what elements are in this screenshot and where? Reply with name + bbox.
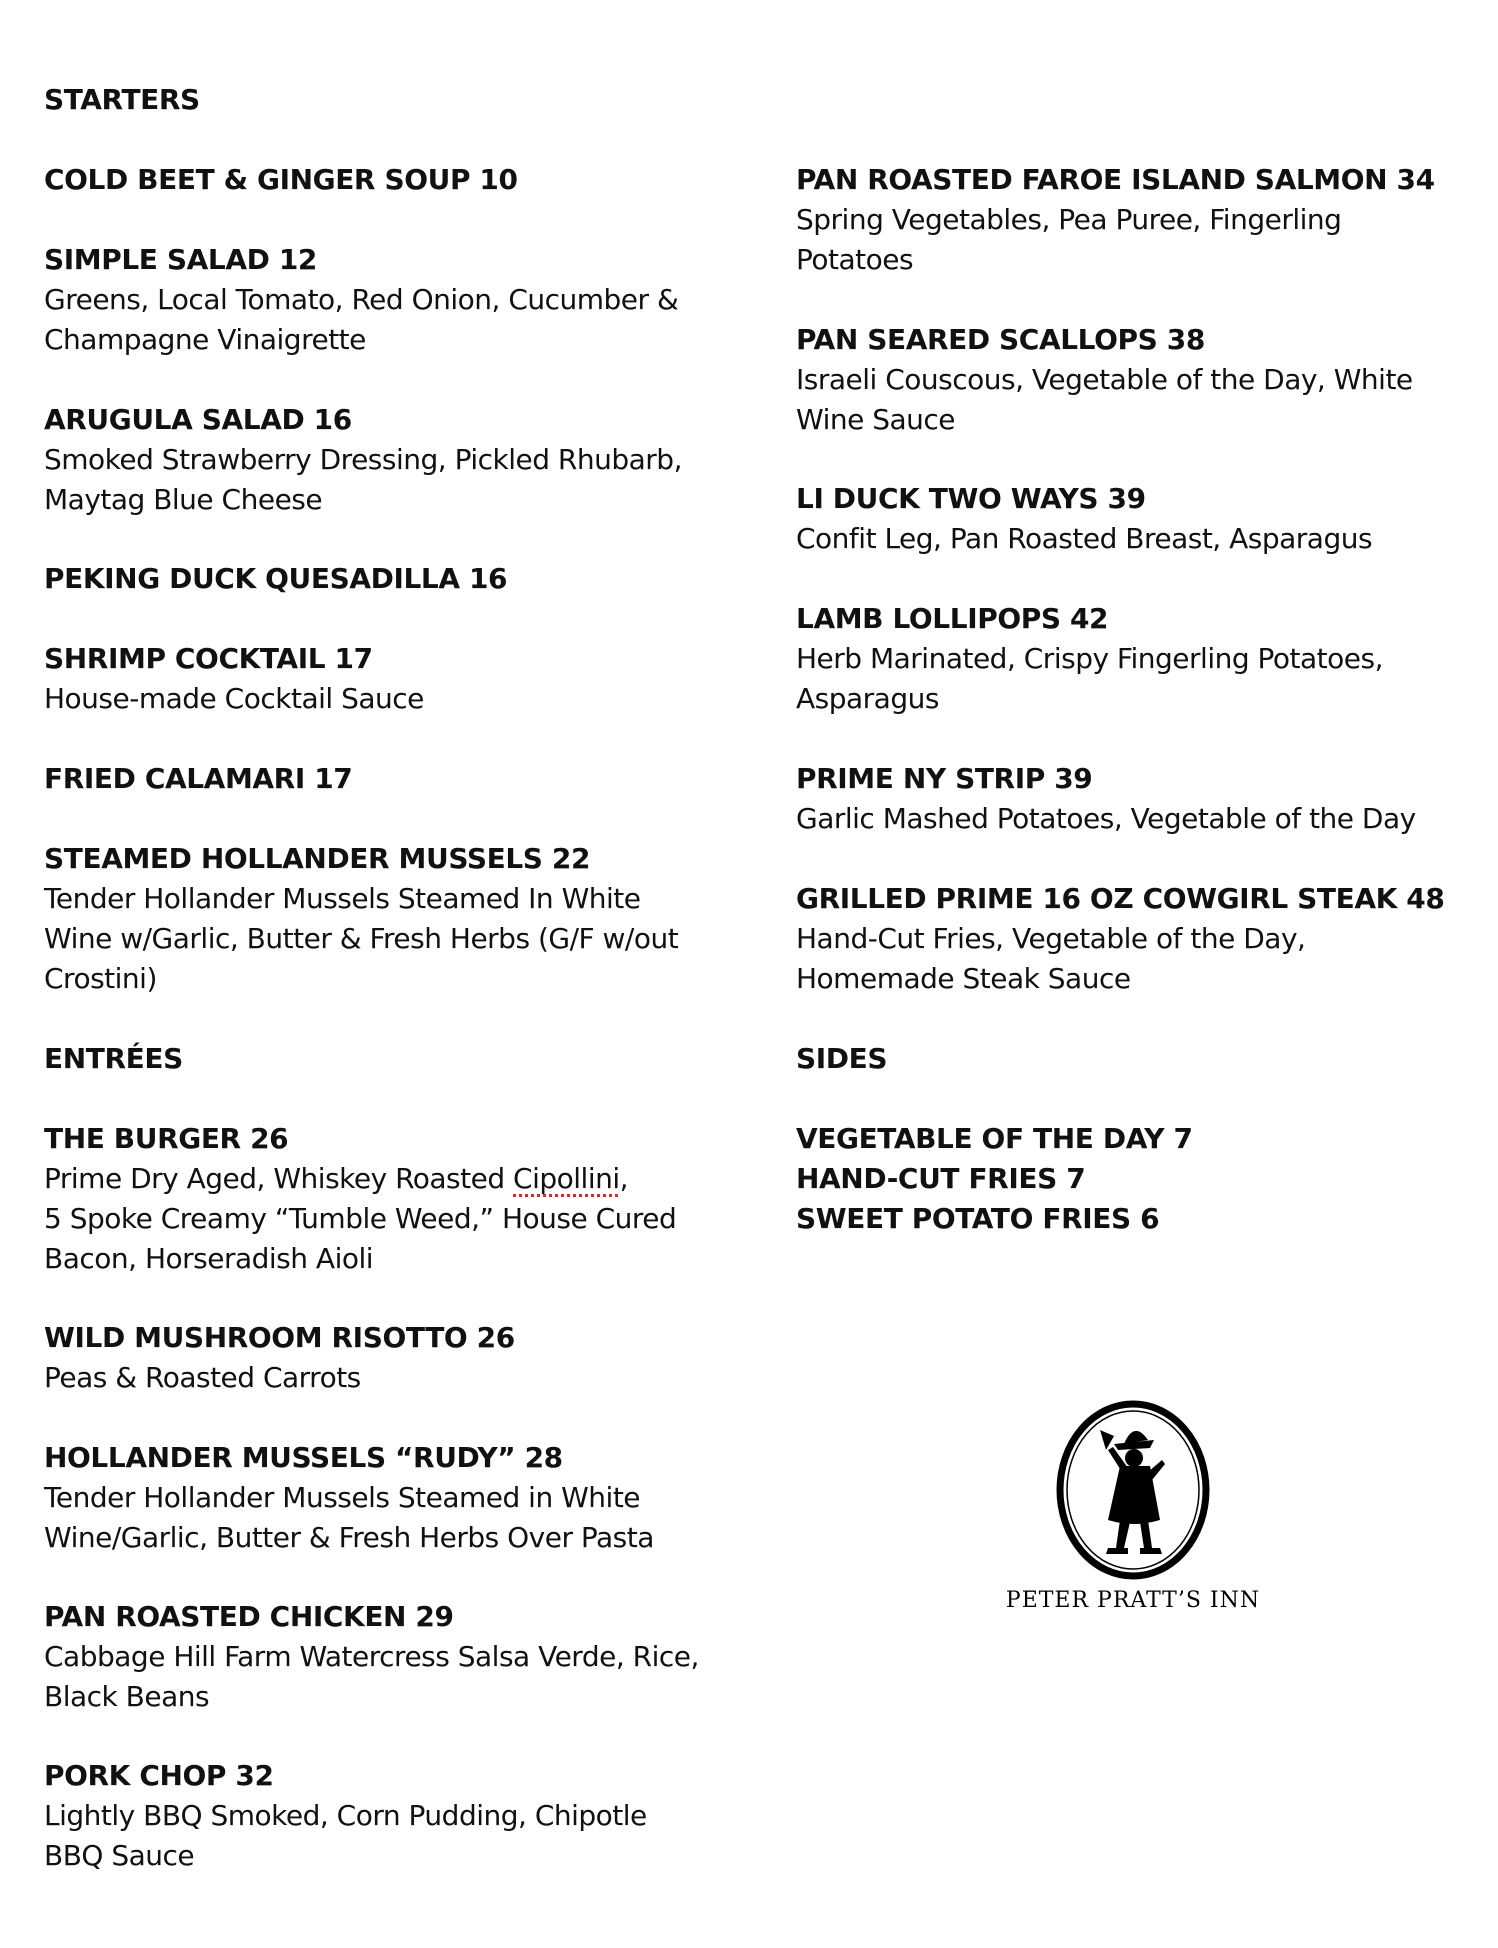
logo-text: PETER PRATT’S INN [1005,1588,1261,1613]
menu-item [796,759,1476,839]
menu-item-description: Garlic Mashed Potatoes, Vegetable of the Day [796,802,1416,835]
side-item: SWEET POTATO FRIES 6 [796,1202,1160,1235]
menu-item-description: Confit Leg, Pan Roasted Breast, Asparagus [796,522,1373,555]
menu-item [44,1597,744,1717]
sides-list [796,1119,1476,1239]
menu-item-title: PORK CHOP 32 [44,1759,274,1792]
menu-item-description: Herb Marinated, Crispy Fingerling Potatoes, [796,642,1383,675]
menu-item [44,240,744,360]
menu-item [44,759,744,799]
menu-item-description: Israeli Couscous, Vegetable of the Day, White [796,363,1413,396]
menu-item-title: PEKING DUCK QUESADILLA 16 [44,562,508,595]
side-item: VEGETABLE OF THE DAY 7 [796,1122,1193,1155]
menu-item [796,320,1476,440]
menu-item-description: Tender Hollander Mussels Steamed in White [44,1481,641,1514]
menu-item [44,1756,744,1876]
menu-item [44,559,744,599]
menu-item [44,1438,744,1558]
menu-item-title: FRIED CALAMARI 17 [44,762,353,795]
menu-item [44,839,744,999]
menu-item-title: PAN ROASTED FAROE ISLAND SALMON 34 [796,163,1435,196]
menu-item [44,1119,744,1279]
menu-item-description: Crostini) [44,962,157,995]
menu-item-description: BBQ Sauce [44,1839,195,1872]
menu-item [44,1318,744,1398]
menu-item-title: THE BURGER 26 [44,1122,289,1155]
side-item: HAND-CUT FRIES 7 [796,1162,1086,1195]
menu-item-description: Cabbage Hill Farm Watercress Salsa Verde, Rice, [44,1640,699,1673]
menu-item-description: Tender Hollander Mussels Steamed In White [44,882,641,915]
menu-item-description: Asparagus [796,682,939,715]
menu-item [796,479,1476,559]
menu-item [796,879,1476,999]
menu-item-title: PAN SEARED SCALLOPS 38 [796,323,1205,356]
menu-item [44,639,744,719]
figure-emblem-icon [1038,1400,1228,1580]
menu-item [44,160,744,200]
menu-item-title: HOLLANDER MUSSELS “RUDY” 28 [44,1441,563,1474]
menu-item-description: Maytag Blue Cheese [44,483,323,516]
menu-item-description: House-made Cocktail Sauce [44,682,424,715]
menu-item-title: ARUGULA SALAD 16 [44,403,352,436]
menu-item-title: STEAMED HOLLANDER MUSSELS 22 [44,842,591,875]
menu-item-description: Lightly BBQ Smoked, Corn Pudding, Chipotle [44,1799,647,1832]
menu-item-title: LI DUCK TWO WAYS 39 [796,482,1146,515]
menu-item-description: 5 Spoke Creamy “Tumble Weed,” House Cured [44,1202,677,1235]
menu-item-title: SHRIMP COCKTAIL 17 [44,642,373,675]
menu-item-title: WILD MUSHROOM RISOTTO 26 [44,1321,515,1354]
menu-item-description: Wine w/Garlic, Butter & Fresh Herbs (G/F w/out [44,922,679,955]
menu-item-description: Spring Vegetables, Pea Puree, Fingerling [796,203,1342,236]
menu-item-description: Champagne Vinaigrette [44,323,366,356]
menu-item [44,400,744,520]
menu-item-title: PRIME NY STRIP 39 [796,762,1093,795]
menu-item-title: SIMPLE SALAD 12 [44,243,317,276]
menu-item-description: Potatoes [796,243,914,276]
menu-item-description: Wine Sauce [796,403,956,436]
menu-item-description: Hand-Cut Fries, Vegetable of the Day, [796,922,1306,955]
menu-item-title: GRILLED PRIME 16 OZ COWGIRL STEAK 48 [796,882,1445,915]
menu-item [796,599,1476,719]
menu-item-description: Wine/Garlic, Butter & Fresh Herbs Over Pasta [44,1521,654,1554]
sides-heading: SIDES [796,1042,888,1075]
entrees-heading: ENTRÉES [44,1042,183,1075]
menu-item-description: Greens, Local Tomato, Red Onion, Cucumber & [44,283,679,316]
menu-item-description: Bacon, Horseradish Aioli [44,1242,374,1275]
menu-item-description: Black Beans [44,1680,210,1713]
inn-logo [1003,1400,1263,1630]
menu-item-description: Prime Dry Aged, Whiskey Roasted Cipollini, [44,1162,629,1195]
menu-item-title: PAN ROASTED CHICKEN 29 [44,1600,454,1633]
menu-item-description: Homemade Steak Sauce [796,962,1131,995]
menu-item-title: COLD BEET & GINGER SOUP 10 [44,163,518,196]
menu-item-description: Peas & Roasted Carrots [44,1361,361,1394]
menu-item [796,160,1476,280]
menu-item-title: LAMB LOLLIPOPS 42 [796,602,1109,635]
menu-item-description: Smoked Strawberry Dressing, Pickled Rhubarb, [44,443,682,476]
spellcheck-flagged-word[interactable]: Cipollini [513,1162,620,1195]
starters-heading: STARTERS [44,83,200,116]
